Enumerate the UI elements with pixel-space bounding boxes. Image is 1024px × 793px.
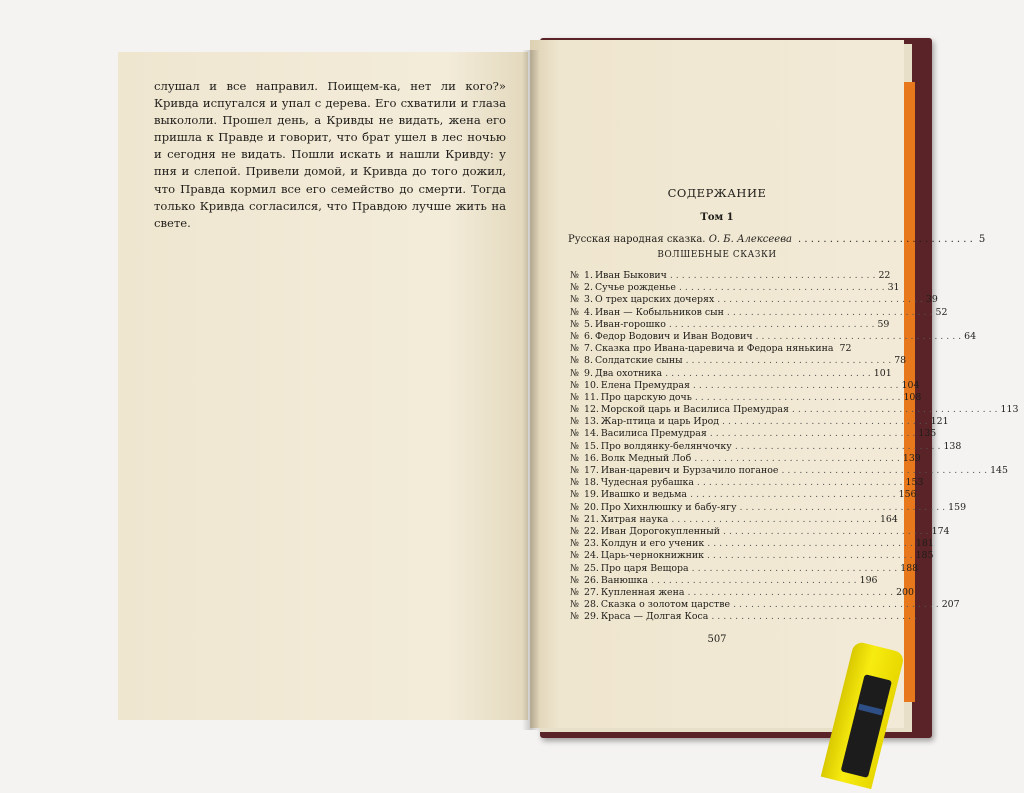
leader-dots: . . . . . . . . . . . . . . . . . . . . . . . . . . . . . . . . . . . — [678, 282, 885, 294]
entry-page: 153 — [905, 477, 924, 489]
volume-title: Том 1 — [700, 212, 734, 223]
entry-number: 25. — [584, 562, 599, 574]
entry-page: 174 — [931, 525, 950, 537]
entry-page: 138 — [943, 440, 962, 452]
entry-page: 164 — [879, 513, 898, 525]
preface-entry — [568, 234, 986, 245]
leader-dots: . . . . . . . . . . . . . . . . . . . . . . . . . . . . . . . . . . . — [707, 538, 913, 550]
entry-number: 27. — [584, 586, 599, 598]
leader-dots: . . . . . . . . . . . . . . . . . . . . . . . . . . . . . . . . . . . — [694, 391, 901, 403]
entry-page: 139 — [902, 452, 921, 464]
entry-page: 72 — [839, 343, 852, 355]
toc-row — [570, 270, 891, 282]
number-sign: № — [570, 513, 579, 525]
entry-number: 3. — [584, 294, 593, 306]
toc-row — [570, 538, 934, 550]
entry-title: Ванюшка — [600, 574, 648, 586]
number-sign: № — [570, 404, 579, 416]
number-sign: № — [570, 574, 579, 586]
leader-dots: . . . . . . . . . . . . . . . . . . . . . . . . . . . . . . . . . . . — [689, 489, 896, 501]
toc-row — [570, 343, 852, 355]
leader-dots: . . . . . . . . . . . . . . . . . . . . . . . . . . . . . . . . . . . — [723, 525, 929, 537]
leader-dots: . . . . . . . . . . . . . . . . . . . . . . . . . . . . . . . . . . . — [722, 416, 928, 428]
number-sign: № — [570, 367, 579, 379]
leader-dots: . . . . . . . . . . . . . . . . . . . . . . . . . . . . . . . . . . . — [755, 330, 962, 342]
entry-page: 207 — [941, 599, 960, 611]
entry-page: 185 — [915, 550, 934, 562]
entry-number: 1. — [584, 270, 593, 281]
entry-title: Федор Водович и Иван Водович — [594, 330, 753, 342]
number-sign: № — [570, 440, 579, 452]
entry-title: Хитрая наука — [600, 513, 669, 525]
leader-dots: . . . . . . . . . . . . . . . . . . . . . . . . . . . . . . . . . . . — [668, 318, 875, 330]
left-page — [118, 52, 528, 720]
entry-number: 17. — [584, 465, 599, 476]
entry-title: Иван — Кобыльников сын — [594, 306, 724, 318]
entry-title: Солдатские сыны — [594, 355, 683, 367]
entry-page: 59 — [877, 318, 890, 330]
entry-title: Иван-горошко — [594, 318, 666, 330]
number-sign: № — [570, 294, 579, 306]
leader-dots: . . . . . . . . . . . . . . . . . . . . . . . . . . . . . . . . . . . — [692, 379, 899, 391]
entry-title: Иван-царевич и Бурзачило поганое — [600, 465, 779, 476]
entry-page: 121 — [930, 416, 949, 428]
leader-dots: . . . . . . . . . . . . . . . . . . . . . . . . . . . . . . . . . . . — [733, 599, 939, 611]
entry-page: 145 — [990, 465, 1008, 476]
entry-title: Чудесная рубашка — [600, 477, 694, 489]
leader-dots: . . . . . . . . . . . . . . . . . . . . . . . . . . . . . . . . . . . — [709, 428, 916, 440]
entry-number: 7. — [584, 343, 593, 355]
entry-page: 181 — [915, 538, 934, 550]
number-sign: № — [570, 501, 579, 513]
number-sign: № — [570, 318, 579, 330]
entry-page: 101 — [873, 367, 892, 379]
entry-title: Сказка про Ивана-царевича и Федора нянькина — [594, 343, 834, 355]
leader-dots: . . . . . . . . . . . . . . . . . . . . . . . . . . . . . . . . . . . — [671, 513, 877, 525]
entry-number: 14. — [584, 428, 599, 440]
leader-dots: . . . . . . . . . . . . . . . . . . . . . . . . . . . . . . . . . . . — [665, 367, 871, 379]
number-sign: № — [570, 282, 579, 294]
toc-row — [570, 416, 949, 428]
gutter-shadow — [522, 50, 540, 730]
entry-title: Иван Дорогокупленный — [600, 525, 720, 537]
toc-row — [570, 330, 977, 343]
toc-row — [570, 550, 934, 562]
entry-number: 4. — [584, 306, 593, 318]
entry-number: 19. — [584, 489, 599, 501]
entry-title: Елена Премудрая — [600, 379, 690, 391]
leader-dots: . . . . . . . . . . . . . . . . . . . . . . . . . . . . . . . . . . . — [711, 611, 917, 623]
entry-title: Краса — Долгая Коса — [600, 611, 709, 623]
number-sign: № — [570, 465, 579, 476]
entry-page: 113 — [1000, 404, 1019, 416]
leader-dots: . . . . . . . . . . . . . . . . . . . . . . . . . . . . . . . . . . . — [706, 550, 913, 562]
toc-row — [570, 562, 919, 575]
entry-title: Сучье рожденье — [594, 282, 676, 294]
toc-row — [570, 428, 937, 440]
entry-number: 11. — [584, 391, 599, 403]
number-sign: № — [570, 428, 579, 440]
leader-dots: . . . . . . . . . . . . . . . . . . . . . . . . . . . . . . . . . . . — [687, 586, 894, 598]
entry-number: 24. — [584, 550, 599, 562]
entry-title: О трех царских дочерях — [594, 294, 715, 306]
entry-title: Два охотника — [594, 367, 663, 379]
number-sign: № — [570, 343, 579, 355]
leader-dots: . . . . . . . . . . . . . . . . . . . . . . . . . . . . — [798, 234, 973, 245]
number-sign: № — [570, 355, 579, 367]
leader-dots: . . . . . . . . . . . . . . . . . . . . . . . . . . . . . . . . . . . — [696, 477, 903, 489]
entry-number: 26. — [584, 574, 599, 586]
entry-title: Сказка о золотом царстве — [600, 599, 731, 611]
toc-row — [570, 465, 1008, 477]
entry-number: 6. — [584, 330, 593, 342]
entry-page: 200 — [896, 586, 914, 598]
number-sign: № — [570, 379, 579, 391]
toc-row — [570, 404, 1019, 416]
entry-title: Василиса Премудрая — [600, 428, 707, 440]
toc-row — [570, 367, 892, 380]
number-sign: № — [570, 452, 579, 464]
leader-dots: . . . . . . . . . . . . . . . . . . . . . . . . . . . . . . . . . . . — [791, 404, 998, 416]
toc-row — [570, 391, 922, 404]
leader-dots: . . . . . . . . . . . . . . . . . . . . . . . . . . . . . . . . . . . — [691, 562, 898, 574]
number-sign: № — [570, 611, 579, 623]
entry-title: Царь-чернокнижник — [600, 550, 704, 562]
number-sign: № — [570, 586, 579, 598]
toc-title: СОДЕРЖАНИЕ — [667, 186, 767, 200]
section-title: ВОЛШЕБНЫЕ СКАЗКИ — [657, 250, 777, 260]
entry-number: 5. — [584, 318, 593, 330]
leader-dots: . . . . . . . . . . . . . . . . . . . . . . . . . . . . . . . . . . . — [650, 574, 857, 586]
toc-row — [570, 489, 917, 501]
toc-row — [570, 586, 914, 599]
entry-number: 23. — [584, 538, 599, 550]
number-sign: № — [570, 538, 579, 550]
entry-page: 64 — [964, 330, 977, 342]
toc-row — [570, 513, 898, 526]
number-sign: № — [570, 330, 579, 342]
toc-row — [570, 501, 967, 514]
preface-author: О. Б. Алексеева — [708, 234, 792, 245]
entry-page: 78 — [894, 355, 907, 367]
right-page — [530, 40, 1019, 728]
entry-title: Про царя Вещора — [600, 562, 689, 574]
entry-page: 31 — [887, 282, 900, 294]
toc-row — [570, 477, 924, 489]
toc-row — [570, 599, 960, 611]
story-ending-paragraph: слушал и все направил. Поищем-ка, нет ли кого?» Кривда испугался и упал с дерева. Его схватили и глаза выкололи. Прошел день, а Кривды не видать, жена его пришла к Правде и говорит, что брат ушел в лес ночью и сегодня не видать. Пошли искать и нашли Кривду: у пня и слепой. Привели домой, и Кривда до того дожил, что Правда кормил все его семейство до смерти. Тогда только Кривда согласился, что Правдою лучше жить на свете. — [154, 79, 506, 230]
entry-page: 104 — [901, 379, 920, 391]
entry-title: Волк Медный Лоб — [600, 452, 692, 464]
entry-number: 22. — [584, 525, 599, 537]
toc-row — [570, 282, 900, 294]
entry-number: 29. — [584, 611, 599, 623]
entry-page: 39 — [925, 294, 938, 306]
toc-row — [570, 611, 917, 623]
preface-page: 5 — [978, 234, 986, 245]
entry-number: 16. — [584, 452, 599, 464]
toc-list — [570, 270, 1019, 623]
entry-page: 159 — [948, 501, 967, 513]
entry-number: 28. — [584, 599, 599, 611]
entry-page: 196 — [859, 574, 878, 586]
number-sign: № — [570, 599, 579, 611]
toc-row — [570, 318, 890, 331]
entry-title: Про Хихнлюшку и бабу-ягу — [600, 501, 737, 513]
entry-number: 10. — [584, 379, 599, 391]
number-sign: № — [570, 306, 579, 318]
toc-row — [570, 440, 962, 453]
leader-dots: . . . . . . . . . . . . . . . . . . . . . . . . . . . . . . . . . . . — [726, 306, 933, 318]
leader-dots: . . . . . . . . . . . . . . . . . . . . . . . . . . . . . . . . . . . — [734, 440, 941, 452]
entry-page: 135 — [918, 428, 937, 440]
number-sign: № — [570, 416, 579, 428]
entry-title: Морской царь и Василиса Премудрая — [600, 404, 789, 416]
leader-dots: . . . . . . . . . . . . . . . . . . . . . . . . . . . . . . . . . . . — [669, 270, 876, 281]
entry-number: 20. — [584, 501, 599, 513]
leader-dots: . . . . . . . . . . . . . . . . . . . . . . . . . . . . . . . . . . . — [694, 452, 900, 464]
leader-dots: . . . . . . . . . . . . . . . . . . . . . . . . . . . . . . . . . . . — [717, 294, 923, 306]
toc-row — [570, 379, 920, 392]
toc-row — [570, 294, 938, 306]
toc-row — [570, 306, 948, 319]
number-sign: № — [570, 562, 579, 574]
entry-number: 21. — [584, 513, 599, 525]
number-sign: № — [570, 525, 579, 537]
entry-page: 156 — [898, 489, 917, 501]
leader-dots: . . . . . . . . . . . . . . . . . . . . . . . . . . . . . . . . . . . — [739, 501, 946, 513]
number-sign: № — [570, 391, 579, 403]
preface-title: Русская народная сказка. — [568, 234, 706, 245]
entry-number: 13. — [584, 416, 599, 428]
page-number: 507 — [707, 634, 727, 645]
toc-row — [570, 452, 921, 465]
leader-dots: . . . . . . . . . . . . . . . . . . . . . . . . . . . . . . . . . . . — [685, 355, 892, 367]
entry-number: 18. — [584, 477, 599, 489]
entry-page: 188 — [900, 562, 919, 574]
entry-title: Ивашко и ведьма — [600, 489, 687, 501]
toc-row — [570, 355, 907, 367]
entry-title: Про волдянку-белянчочку — [600, 440, 732, 452]
entry-number: 2. — [584, 282, 593, 294]
number-sign: № — [570, 550, 579, 562]
entry-page: 22 — [878, 270, 891, 281]
entry-number: 8. — [584, 355, 593, 367]
number-sign: № — [570, 489, 579, 501]
number-sign: № — [570, 477, 579, 489]
entry-number: 15. — [584, 440, 599, 452]
entry-page: 108 — [903, 391, 922, 403]
entry-title: Про царскую дочь — [600, 391, 692, 403]
toc-row — [570, 525, 950, 538]
entry-title: Купленная жена — [600, 586, 685, 598]
entry-title: Иван Быкович — [594, 270, 667, 281]
toc-row — [570, 574, 878, 587]
leader-dots: . . . . . . . . . . . . . . . . . . . . . . . . . . . . . . . . . . . — [781, 465, 988, 476]
number-sign: № — [570, 270, 579, 281]
entry-page: 52 — [935, 306, 948, 318]
entry-number: 9. — [584, 367, 593, 379]
left-page-text — [154, 78, 506, 232]
entry-number: 12. — [584, 404, 599, 416]
entry-title: Колдун и его ученик — [600, 538, 705, 550]
entry-title: Жар-птица и царь Ирод — [600, 416, 720, 428]
